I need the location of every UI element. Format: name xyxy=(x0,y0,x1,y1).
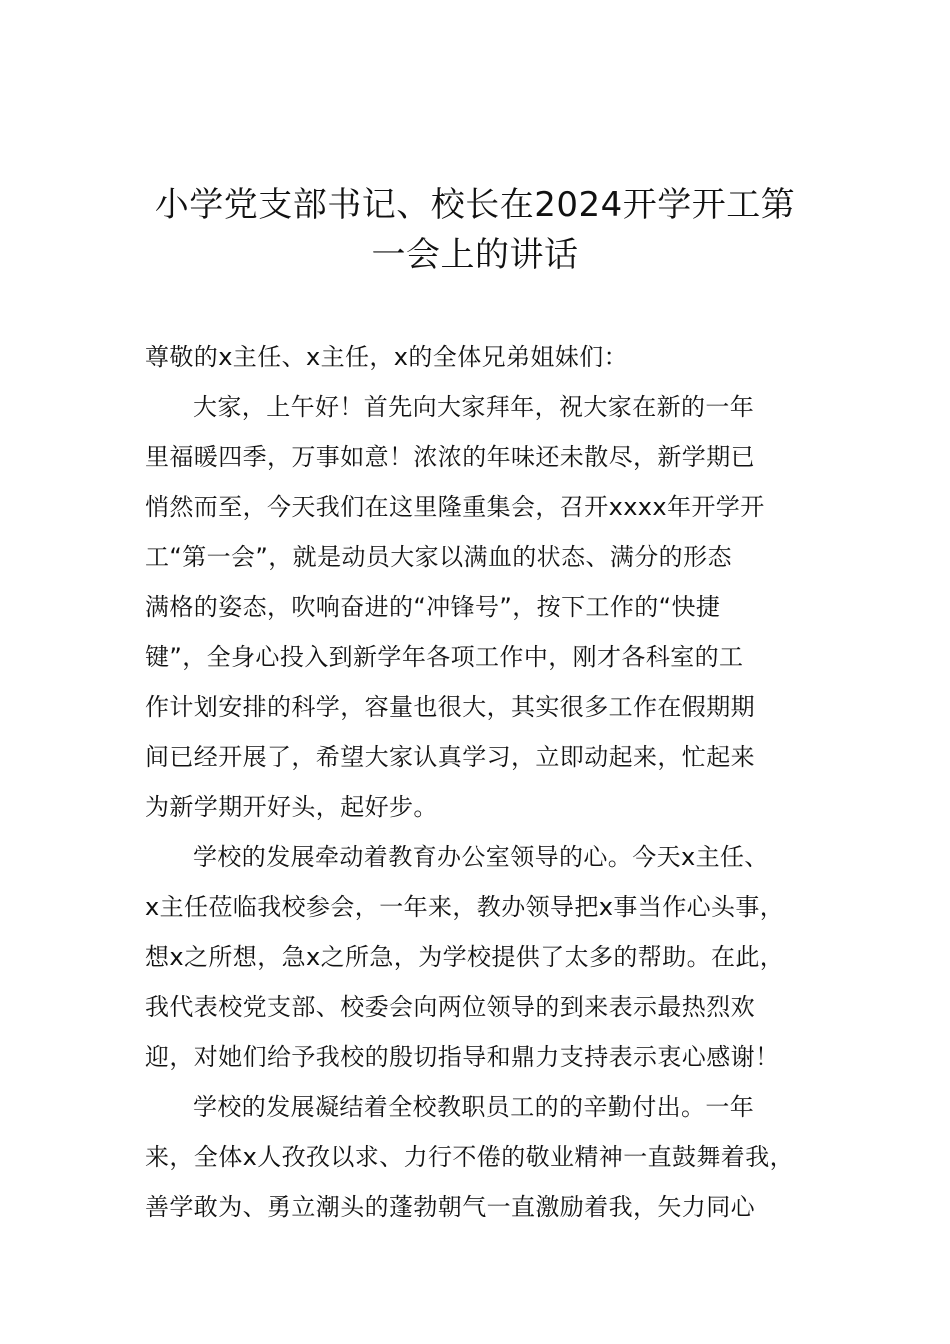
salutation: 尊敬的x主任、x主任，x的全体兄弟姐妹们： xyxy=(145,343,629,371)
paragraph-line: 里福暖四季，万事如意！浓浓的年味还未散尽，新学期已 xyxy=(145,443,755,471)
paragraph-line: 满格的姿态，吹响奋进的“冲锋号”，按下工作的“快捷 xyxy=(145,593,721,621)
document-title xyxy=(120,180,830,280)
paragraph-line: 学校的发展牵动着教育办公室领导的心。今天x主任、 xyxy=(193,843,769,871)
paragraph-line: 我代表校党支部、校委会向两位领导的到来表示最热烈欢 xyxy=(145,993,755,1021)
paragraph-line: 学校的发展凝结着全校教职员工的的辛勤付出。一年 xyxy=(193,1093,755,1121)
paragraph-2 xyxy=(145,832,835,1082)
paragraph-line: 善学敢为、勇立潮头的蓬勃朝气一直激励着我，矢力同心 xyxy=(145,1193,755,1221)
paragraph-line: 为新学期开好头，起好步。 xyxy=(145,793,438,821)
paragraph-line: 迎，对她们给予我校的殷切指导和鼎力支持表示衷心感谢！ xyxy=(145,1043,780,1071)
paragraph-line: 间已经开展了，希望大家认真学习，立即动起来，忙起来 xyxy=(145,743,755,771)
paragraph-line: 大家，上午好！首先向大家拜年，祝大家在新的一年 xyxy=(193,393,755,421)
title-line-1: 小学党支部书记、校长在2024开学开工第 xyxy=(154,185,796,225)
paragraph-line: 工“第一会”，就是动员大家以满血的状态、满分的形态 xyxy=(145,543,732,571)
paragraph-line: 键”，全身心投入到新学年各项工作中，刚才各科室的工 xyxy=(145,643,744,671)
document-body xyxy=(145,332,835,1232)
paragraph-line: 悄然而至，今天我们在这里隆重集会，召开xxxx年开学开 xyxy=(145,493,765,521)
paragraph-3 xyxy=(145,1082,835,1232)
paragraph-1 xyxy=(145,382,835,832)
paragraph-line: 想x之所想，急x之所急，为学校提供了太多的帮助。在此， xyxy=(145,943,785,971)
title-line-2: 一会上的讲话 xyxy=(371,235,579,275)
paragraph-line: x主任莅临我校参会，一年来，教办领导把x事当作心头事， xyxy=(145,893,785,921)
paragraph-line: 作计划安排的科学，容量也很大，其实很多工作在假期期 xyxy=(145,693,755,721)
paragraph-line: 来，全体x人孜孜以求、力行不倦的敬业精神一直鼓舞着我， xyxy=(145,1143,795,1171)
